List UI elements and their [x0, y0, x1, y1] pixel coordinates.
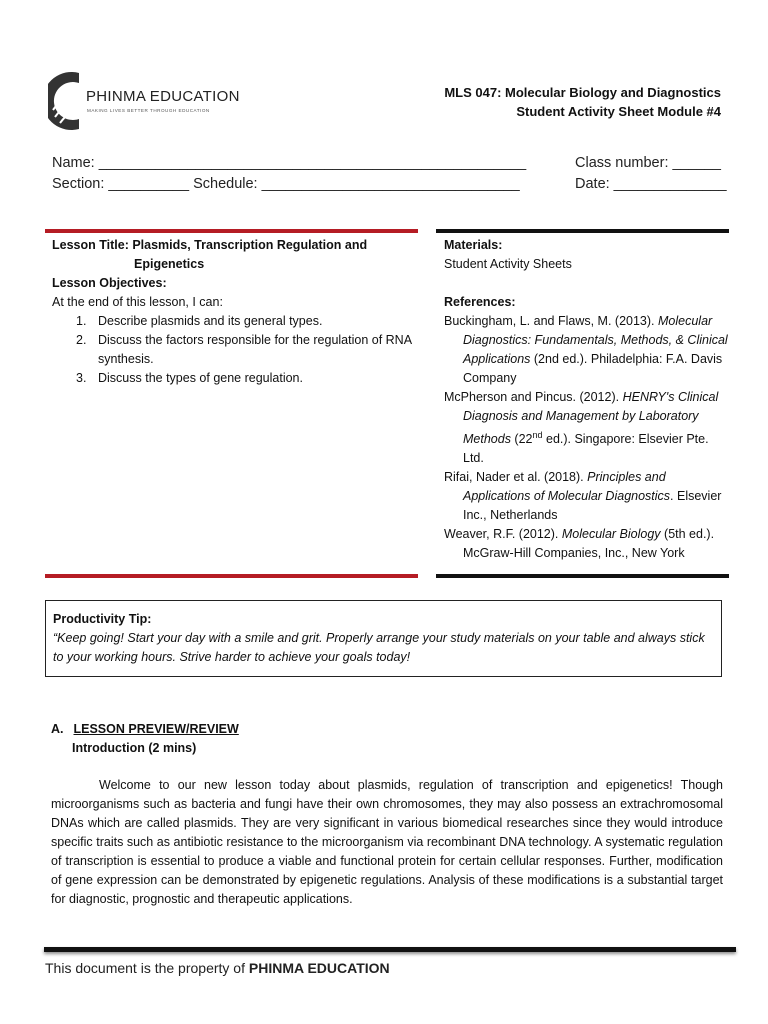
- logo-tagline: MAKING LIVES BETTER THROUGH EDUCATION: [87, 108, 210, 113]
- lesson-title-line1: Lesson Title: Plasmids, Transcription Regulation and: [52, 238, 368, 252]
- date-field[interactable]: Date: ______________: [575, 176, 727, 192]
- intro-paragraph: Welcome to our new lesson today about plasmids, regulation of transcription and epigenetics! Though microorganisms such as bacteria and fungi have their own chromosomes, they may also possess an extrachromosomal DNAs which are called plasmids. They are very significant in various biomedical researches since they would introduce specific traits such as antibiotic resistance to the microorganism via recombinant DNA technology. A systematic regulation of transcription is essential to produce a viable and functional protein for certain cellular responses. Further, modification of gene expression can be demonstrated by epigenetic regulations. Analysis of these modifications is a substantial target for diagnostic, prognostic and therapeutic applications.: [51, 778, 723, 906]
- reference-item: Rifai, Nader et al. (2018). Principles and Applications of Molecular Diagnostics. Elsevier Inc., Netherlands: [444, 470, 722, 523]
- section-schedule-field[interactable]: Section: __________ Schedule: ________________________________: [52, 176, 520, 192]
- materials-label: Materials:: [444, 238, 503, 252]
- objective-item: 2. Discuss the factors responsible for the regulation of RNA synthesis.: [76, 333, 412, 366]
- logo-name: PHINMA EDUCATION: [86, 88, 240, 105]
- section-a-subtitle: Introduction (2 mins): [72, 741, 197, 755]
- section-a-title: LESSON PREVIEW/REVIEW: [73, 722, 239, 736]
- lesson-title-line2: Epigenetics: [134, 257, 205, 271]
- course-title: MLS 047: Molecular Biology and Diagnostics: [444, 85, 721, 100]
- tip-label: Productivity Tip:: [53, 612, 152, 626]
- materials-column: [444, 236, 728, 563]
- left-bottom-divider: [45, 574, 418, 578]
- phinma-logo: [48, 70, 268, 140]
- reference-item: Buckingham, L. and Flaws, M. (2013). Molecular Diagnostics: Fundamentals, Methods, & Clinical Applications (2nd ed.). Philadelphia: F.A. Davis Company: [444, 314, 728, 385]
- class-number-field[interactable]: Class number: ______: [575, 155, 721, 171]
- references-label: References:: [444, 295, 516, 309]
- lesson-column: [52, 236, 418, 388]
- sheet-title: Student Activity Sheet Module #4: [516, 104, 721, 119]
- footer-owner: PHINMA EDUCATION: [248, 960, 390, 976]
- section-a-heading: [51, 720, 239, 758]
- phinma-emblem-icon: [48, 70, 88, 132]
- objective-item: 1. Describe plasmids and its general types.: [76, 314, 323, 328]
- objectives-list: [52, 312, 418, 388]
- section-a-marker: A.: [51, 722, 64, 736]
- objective-item: 3. Discuss the types of gene regulation.: [76, 371, 303, 385]
- left-top-divider: [45, 229, 418, 233]
- productivity-tip-box: [45, 600, 722, 677]
- reference-item: McPherson and Pincus. (2012). HENRY's Clinical Diagnosis and Management by Laboratory Methods (22nd ed.). Singapore: Elsevier Pte. Ltd.: [444, 390, 719, 466]
- objectives-intro: At the end of this lesson, I can:: [52, 295, 223, 309]
- footer-text: This document is the property of PHINMA EDUCATION: [45, 960, 390, 976]
- materials-value: Student Activity Sheets: [444, 257, 572, 271]
- right-top-divider: [436, 229, 729, 233]
- objectives-label: Lesson Objectives:: [52, 276, 167, 290]
- footer-divider: [44, 947, 736, 952]
- tip-text: “Keep going! Start your day with a smile and grit. Properly arrange your study materials on your table and always stick to your working hours. Strive harder to achieve your goals today!: [53, 631, 705, 664]
- name-field[interactable]: Name: _____________________________________________________: [52, 155, 527, 171]
- right-bottom-divider: [436, 574, 729, 578]
- reference-item: Weaver, R.F. (2012). Molecular Biology (5th ed.). McGraw-Hill Companies, Inc., New York: [444, 527, 715, 561]
